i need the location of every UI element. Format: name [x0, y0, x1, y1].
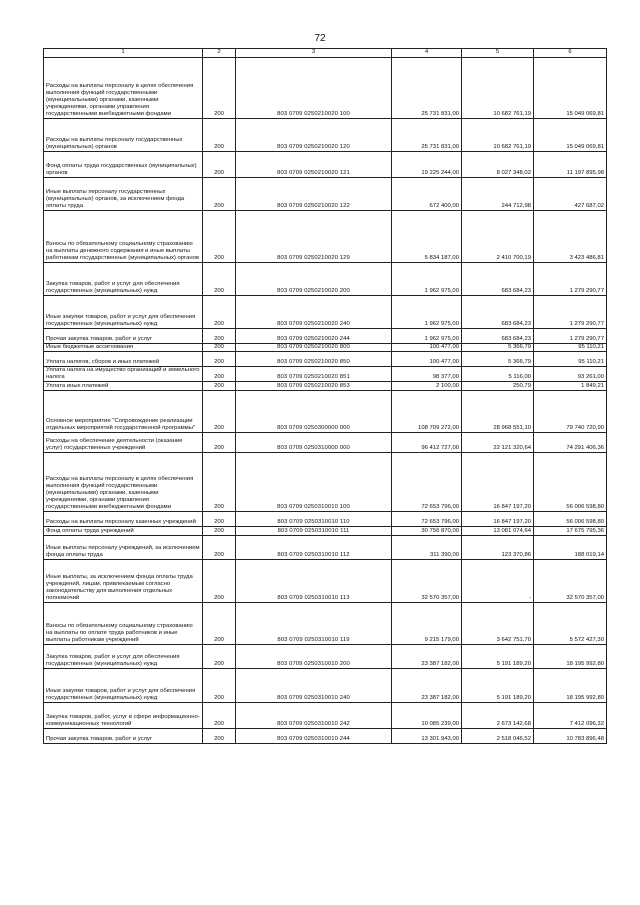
- line-code-cell: 200: [203, 119, 236, 152]
- unexecuted-amount-cell: 18 195 992,80: [534, 645, 607, 669]
- line-code-cell: 200: [203, 729, 236, 744]
- approved-amount-cell: 32 570 357,00: [392, 560, 462, 603]
- unexecuted-amount-cell: 32 570 357,00: [534, 560, 607, 603]
- expense-name-cell: Иные закупки товаров, работ и услуг для обеспечения государственных (муниципальных) нужд: [44, 669, 203, 703]
- budget-classification-code-cell: 803 0709 0250310000 000: [236, 433, 392, 453]
- unexecuted-amount-cell: 1 279 290,77: [534, 296, 607, 329]
- column-header: 5: [462, 49, 534, 58]
- executed-amount-cell: 5 116,00: [462, 367, 534, 382]
- table-row: [44, 512, 607, 527]
- executed-amount-cell: 13 081 074,64: [462, 527, 534, 536]
- column-header: 6: [534, 49, 607, 58]
- budget-classification-code-cell: 803 0709 0250210020 851: [236, 367, 392, 382]
- unexecuted-amount-cell: 93 261,00: [534, 367, 607, 382]
- unexecuted-amount-cell: 56 006 598,80: [534, 512, 607, 527]
- table-row: [44, 391, 607, 433]
- table-row: [44, 645, 607, 669]
- approved-amount-cell: 72 653 796,00: [392, 453, 462, 512]
- unexecuted-amount-cell: 15 049 069,81: [534, 58, 607, 119]
- line-code-cell: 200: [203, 178, 236, 211]
- budget-classification-code-cell: 803 0709 0250210020 800: [236, 344, 392, 352]
- line-code-cell: 200: [203, 296, 236, 329]
- unexecuted-amount-cell: 74 291 406,36: [534, 433, 607, 453]
- expense-name-cell: Прочая закупка товаров, работ и услуг: [44, 329, 203, 344]
- approved-amount-cell: 672 400,00: [392, 178, 462, 211]
- approved-amount-cell: 108 709 272,00: [392, 391, 462, 433]
- line-code-cell: 200: [203, 382, 236, 391]
- approved-amount-cell: 13 301 943,00: [392, 729, 462, 744]
- line-code-cell: 200: [203, 263, 236, 296]
- expense-name-cell: Прочая закупка товаров, работ и услуг: [44, 729, 203, 744]
- approved-amount-cell: 25 731 831,00: [392, 119, 462, 152]
- expense-name-cell: Уплата налогов, сборов и иных платежей: [44, 352, 203, 367]
- approved-amount-cell: 1 962 975,00: [392, 263, 462, 296]
- executed-amount-cell: 2 673 142,68: [462, 703, 534, 729]
- approved-amount-cell: 72 653 796,00: [392, 512, 462, 527]
- budget-classification-code-cell: 803 0709 0250310010 119: [236, 603, 392, 645]
- expense-name-cell: Закупка товаров, работ и услуг для обеспечения государственных (муниципальных) нужд: [44, 263, 203, 296]
- unexecuted-amount-cell: 7 412 096,32: [534, 703, 607, 729]
- table-row: [44, 382, 607, 391]
- executed-amount-cell: 2 518 046,52: [462, 729, 534, 744]
- line-code-cell: 200: [203, 367, 236, 382]
- executed-amount-cell: 2 410 700,19: [462, 211, 534, 263]
- executed-amount-cell: 683 684,23: [462, 329, 534, 344]
- budget-classification-code-cell: 803 0709 0250310010 113: [236, 560, 392, 603]
- unexecuted-amount-cell: 1 279 290,77: [534, 263, 607, 296]
- line-code-cell: 200: [203, 560, 236, 603]
- table-row: [44, 729, 607, 744]
- expense-name-cell: Уплата налога на имущество организаций и земельного налога: [44, 367, 203, 382]
- budget-classification-code-cell: 803 0709 0250210020 122: [236, 178, 392, 211]
- approved-amount-cell: 30 756 870,00: [392, 527, 462, 536]
- table-row: [44, 152, 607, 178]
- line-code-cell: 200: [203, 645, 236, 669]
- unexecuted-amount-cell: 10 783 896,48: [534, 729, 607, 744]
- expense-name-cell: Фонд оплаты труда государственных (муниципальных) органов: [44, 152, 203, 178]
- line-code-cell: 200: [203, 344, 236, 352]
- executed-amount-cell: 5 366,79: [462, 352, 534, 367]
- table-row: [44, 536, 607, 560]
- expense-name-cell: Закупка товаров, работ, услуг в сфере информационно-коммуникационных технологий: [44, 703, 203, 729]
- expense-name-cell: Фонд оплаты труда учреждений: [44, 527, 203, 536]
- executed-amount-cell: 22 121 320,64: [462, 433, 534, 453]
- table-row: [44, 527, 607, 536]
- unexecuted-amount-cell: 56 006 598,80: [534, 453, 607, 512]
- budget-classification-code-cell: 803 0709 0250300000 000: [236, 391, 392, 433]
- executed-amount-cell: 5 191 189,20: [462, 645, 534, 669]
- line-code-cell: 200: [203, 58, 236, 119]
- expense-name-cell: Расходы на выплаты персоналу государственных (муниципальных) органов: [44, 119, 203, 152]
- approved-amount-cell: 98 377,00: [392, 367, 462, 382]
- approved-amount-cell: 23 387 182,00: [392, 669, 462, 703]
- unexecuted-amount-cell: 3 423 486,81: [534, 211, 607, 263]
- unexecuted-amount-cell: 11 197 895,98: [534, 152, 607, 178]
- column-number-row: [44, 49, 607, 58]
- line-code-cell: 200: [203, 536, 236, 560]
- table-row: [44, 367, 607, 382]
- expense-name-cell: Иные закупки товаров, работ и услуг для обеспечения государственных (муниципальных) нужд: [44, 296, 203, 329]
- unexecuted-amount-cell: 95 110,21: [534, 352, 607, 367]
- expense-name-cell: Расходы на выплаты персоналу казенных учреждений: [44, 512, 203, 527]
- budget-classification-code-cell: 803 0709 0250210020 129: [236, 211, 392, 263]
- expense-name-cell: Взносы по обязательному социальному страхованию на выплаты денежного содержания и иные выплаты работникам государственных (муниципальных) органов: [44, 211, 203, 263]
- line-code-cell: 200: [203, 391, 236, 433]
- executed-amount-cell: 683 684,23: [462, 263, 534, 296]
- column-header: 1: [44, 49, 203, 58]
- budget-classification-code-cell: 803 0709 0250310010 240: [236, 669, 392, 703]
- budget-classification-code-cell: 803 0709 0250310010 242: [236, 703, 392, 729]
- approved-amount-cell: 100 477,00: [392, 344, 462, 352]
- expense-name-cell: Взносы по обязательному социальному страхованию на выплаты по оплате труда работников и иные выплаты работникам учреждений: [44, 603, 203, 645]
- table-row: [44, 453, 607, 512]
- table-row: [44, 263, 607, 296]
- budget-classification-code-cell: 803 0709 0250210020 121: [236, 152, 392, 178]
- approved-amount-cell: 23 387 182,00: [392, 645, 462, 669]
- line-code-cell: 200: [203, 211, 236, 263]
- approved-amount-cell: 1 962 975,00: [392, 329, 462, 344]
- expense-name-cell: Основное мероприятие "Сопровождение реализации отдельных мероприятий государственной программы": [44, 391, 203, 433]
- table-row: [44, 296, 607, 329]
- budget-classification-code-cell: 803 0709 0250310010 244: [236, 729, 392, 744]
- unexecuted-amount-cell: 18 195 992,80: [534, 669, 607, 703]
- executed-amount-cell: 3 642 751,70: [462, 603, 534, 645]
- executed-amount-cell: 8 027 348,02: [462, 152, 534, 178]
- budget-classification-code-cell: 803 0709 0250310010 200: [236, 645, 392, 669]
- unexecuted-amount-cell: 188 019,14: [534, 536, 607, 560]
- expense-name-cell: Расходы на выплаты персоналу в целях обеспечения выполнения функций государственными (муниципальными) органами, казенными учреждениями, органами управления государственными внебюджетными фондами: [44, 58, 203, 119]
- expense-name-cell: Уплата иных платежей: [44, 382, 203, 391]
- approved-amount-cell: 9 215 179,00: [392, 603, 462, 645]
- table-row: [44, 703, 607, 729]
- budget-classification-code-cell: 803 0709 0250210020 850: [236, 352, 392, 367]
- budget-classification-code-cell: 803 0709 0250210020 200: [236, 263, 392, 296]
- executed-amount-cell: 10 682 761,19: [462, 119, 534, 152]
- table-row: [44, 329, 607, 344]
- unexecuted-amount-cell: 5 572 427,30: [534, 603, 607, 645]
- approved-amount-cell: 96 412 727,00: [392, 433, 462, 453]
- budget-classification-code-cell: 803 0709 0250310010 110: [236, 512, 392, 527]
- budget-classification-code-cell: 803 0709 0250210020 244: [236, 329, 392, 344]
- unexecuted-amount-cell: 95 110,21: [534, 344, 607, 352]
- unexecuted-amount-cell: 15 049 069,81: [534, 119, 607, 152]
- budget-classification-code-cell: 803 0709 0250310010 100: [236, 453, 392, 512]
- line-code-cell: 200: [203, 603, 236, 645]
- approved-amount-cell: 2 100,00: [392, 382, 462, 391]
- unexecuted-amount-cell: 427 687,02: [534, 178, 607, 211]
- table-row: [44, 211, 607, 263]
- approved-amount-cell: 10 085 239,00: [392, 703, 462, 729]
- approved-amount-cell: 100 477,00: [392, 352, 462, 367]
- table-row: [44, 344, 607, 352]
- expense-name-cell: Расходы на обеспечение деятельности (оказание услуг) государственных учреждений: [44, 433, 203, 453]
- table-row: [44, 119, 607, 152]
- approved-amount-cell: 5 834 187,00: [392, 211, 462, 263]
- approved-amount-cell: 311 390,00: [392, 536, 462, 560]
- expense-name-cell: Иные выплаты персоналу государственных (муниципальных) органов, за исключением фонда оплаты труда: [44, 178, 203, 211]
- unexecuted-amount-cell: 1 849,21: [534, 382, 607, 391]
- expense-name-cell: Закупка товаров, работ и услуг для обеспечения государственных (муниципальных) нужд: [44, 645, 203, 669]
- executed-amount-cell: 5 366,79: [462, 344, 534, 352]
- column-header: 4: [392, 49, 462, 58]
- executed-amount-cell: 250,79: [462, 382, 534, 391]
- table-row: [44, 669, 607, 703]
- line-code-cell: 200: [203, 512, 236, 527]
- page-number: 72: [314, 33, 326, 44]
- executed-amount-cell: 123 370,86: [462, 536, 534, 560]
- line-code-cell: 200: [203, 352, 236, 367]
- budget-classification-code-cell: 803 0709 0250210020 100: [236, 58, 392, 119]
- budget-classification-code-cell: 803 0709 0250210020 853: [236, 382, 392, 391]
- line-code-cell: 200: [203, 669, 236, 703]
- column-header: 2: [203, 49, 236, 58]
- column-header: 3: [236, 49, 392, 58]
- unexecuted-amount-cell: 17 675 795,36: [534, 527, 607, 536]
- table-row: [44, 560, 607, 603]
- budget-classification-code-cell: 803 0709 0250210020 120: [236, 119, 392, 152]
- unexecuted-amount-cell: 79 740 720,90: [534, 391, 607, 433]
- executed-amount-cell: 16 847 197,20: [462, 512, 534, 527]
- table-row: [44, 58, 607, 119]
- executed-amount-cell: 28 968 551,10: [462, 391, 534, 433]
- line-code-cell: 200: [203, 152, 236, 178]
- table-body: [44, 58, 607, 744]
- budget-classification-code-cell: 803 0709 0250310010 112: [236, 536, 392, 560]
- approved-amount-cell: 19 225 244,00: [392, 152, 462, 178]
- line-code-cell: 200: [203, 527, 236, 536]
- table-row: [44, 352, 607, 367]
- approved-amount-cell: 1 962 975,00: [392, 296, 462, 329]
- budget-classification-code-cell: 803 0709 0250210020 240: [236, 296, 392, 329]
- table-row: [44, 178, 607, 211]
- executed-amount-cell: 244 712,98: [462, 178, 534, 211]
- expense-name-cell: Расходы на выплаты персоналу в целях обеспечения выполнения функций государственными (муниципальными) органами, казенными учреждениями, органами управления государственными внебюджетными фондами: [44, 453, 203, 512]
- executed-amount-cell: 683 684,23: [462, 296, 534, 329]
- line-code-cell: 200: [203, 703, 236, 729]
- executed-amount-cell: 16 847 197,20: [462, 453, 534, 512]
- line-code-cell: 200: [203, 329, 236, 344]
- budget-classification-code-cell: 803 0709 0250310010 111: [236, 527, 392, 536]
- approved-amount-cell: 25 731 831,00: [392, 58, 462, 119]
- executed-amount-cell: 5 191 189,20: [462, 669, 534, 703]
- budget-execution-table: [43, 48, 607, 744]
- table-row: [44, 603, 607, 645]
- expense-name-cell: Иные выплаты персоналу учреждений, за исключением фонда оплаты труда: [44, 536, 203, 560]
- line-code-cell: 200: [203, 433, 236, 453]
- unexecuted-amount-cell: 1 279 290,77: [534, 329, 607, 344]
- executed-amount-cell: 10 682 761,19: [462, 58, 534, 119]
- executed-amount-cell: -: [462, 560, 534, 603]
- line-code-cell: 200: [203, 453, 236, 512]
- expense-name-cell: Иные бюджетные ассигнования: [44, 344, 203, 352]
- table-row: [44, 433, 607, 453]
- expense-name-cell: Иные выплаты, за исключением фонда оплаты труда учреждений, лицам, привлекаемым согласно законодательству для выполнения отдельных полномочий: [44, 560, 203, 603]
